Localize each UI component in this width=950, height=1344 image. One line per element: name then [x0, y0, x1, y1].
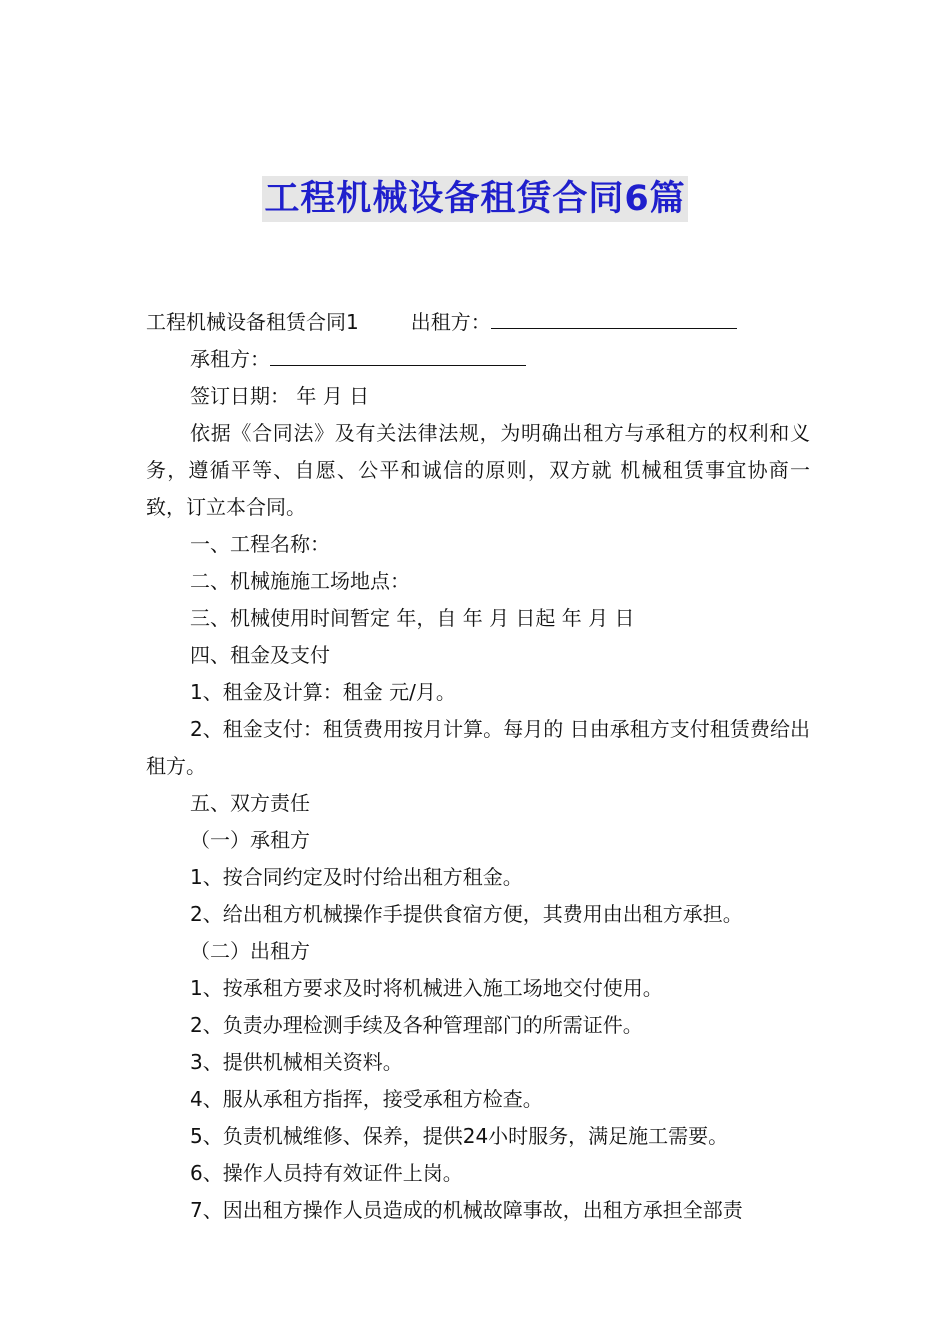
lessor-label: 出租方： [410, 310, 491, 334]
lessor-item-4: 4、服从承租方指挥，接受承租方检查。 [190, 1087, 543, 1111]
lessee-line [146, 341, 810, 378]
lessor-heading: （二）出租方 [190, 939, 310, 963]
contract-header-line [146, 304, 810, 341]
lessor-item-2: 2、负责办理检测手续及各种管理部门的所需证件。 [190, 1013, 643, 1037]
basis-paragraph: 依据《合同法》及有关法律法规，为明确出租方与承租方的权利和义务，遵循平等、自愿、公平和诚信的原则，双方就 机械租赁事宜协商一致，订立本合同。 [146, 421, 810, 519]
lessor-item-7: 7、因出租方操作人员造成的机械故障事故，出租方承担全部责 [190, 1198, 743, 1222]
document-title: 工程机械设备租赁合同6篇 [262, 176, 687, 222]
lessor-item-6: 6、操作人员持有效证件上岗。 [190, 1161, 463, 1185]
lessee-blank-line [270, 341, 526, 366]
section-2-site-location: 二、机械施施工场地点： [190, 569, 410, 593]
document-body [146, 304, 810, 1229]
section-4-item-1: 1、租金及计算：租金 元/月。 [190, 680, 456, 704]
contract-name: 工程机械设备租赁合同1 [146, 310, 359, 334]
lessor-item-5: 5、负责机械维修、保养，提供24小时服务，满足施工需要。 [190, 1124, 729, 1148]
lessee-item-1: 1、按合同约定及时付给出租方租金。 [190, 865, 523, 889]
lessee-item-2: 2、给出租方机械操作手提供食宿方便，其费用由出租方承担。 [190, 902, 743, 926]
section-5-responsibilities: 五、双方责任 [190, 791, 310, 815]
lessee-label: 承租方： [190, 347, 270, 371]
lessor-item-3: 3、提供机械相关资料。 [190, 1050, 403, 1074]
section-1-project-name: 一、工程名称： [190, 532, 330, 556]
section-4-rent-payment: 四、租金及支付 [190, 643, 330, 667]
lessor-blank-line [491, 304, 737, 329]
sign-date: 签订日期： 年 月 日 [190, 384, 370, 408]
lessee-heading: （一）承租方 [190, 828, 310, 852]
title-container [0, 176, 950, 222]
lessor-item-1: 1、按承租方要求及时将机械进入施工场地交付使用。 [190, 976, 663, 1000]
section-4-item-2: 2、租金支付：租赁费用按月计算。每月的 日由承租方支付租赁费给出租方。 [146, 717, 810, 778]
section-3-usage-time: 三、机械使用时间暂定 年，自 年 月 日起 年 月 日 [190, 606, 635, 630]
